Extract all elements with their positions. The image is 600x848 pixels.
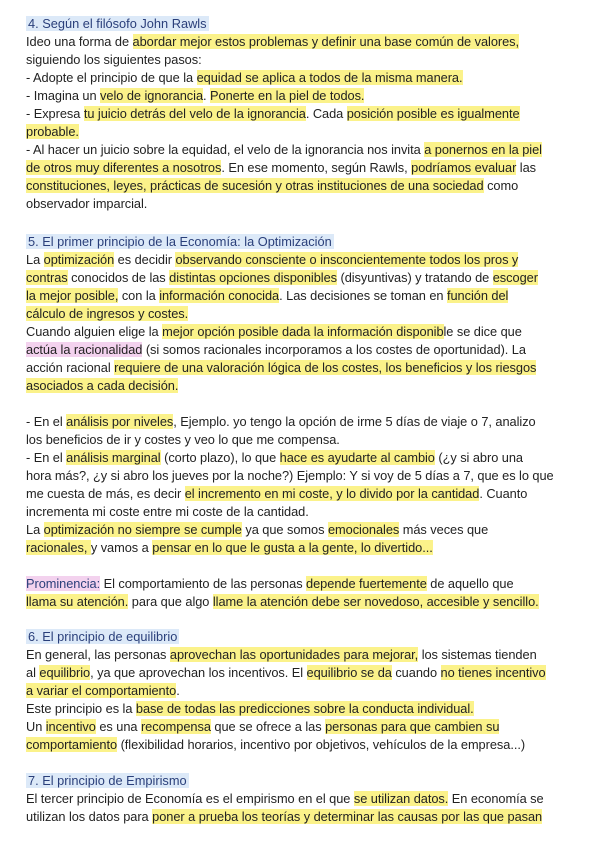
text-segment: , Ejemplo. yo tengo la opción de irme 5 días de viaje o 7, analizo: [173, 414, 536, 429]
highlighted-text: poner a prueba los teorías y determinar las causas por las que pasan: [152, 809, 543, 824]
text-segment: El comportamiento de las personas: [100, 576, 307, 591]
text-line: [26, 359, 580, 377]
highlighted-text: mejor opción posible dada la información disponib: [162, 324, 444, 339]
section-heading: [26, 628, 580, 646]
text-segment: incrementa mi coste entre mi coste de la cantidad.: [26, 504, 309, 519]
text-line: [26, 69, 580, 87]
highlighted-text: Ponerte en la piel de todos.: [210, 88, 365, 103]
text-segment: siguiendo los siguientes pasos:: [26, 52, 202, 67]
highlighted-text: comportamiento: [26, 737, 118, 752]
highlighted-text: se utilizan datos.: [353, 791, 449, 806]
highlighted-text: base de todas las predicciones sobre la conducta individual.: [135, 701, 474, 716]
section-optimizacion: [26, 233, 580, 611]
text-segment: En economía se: [448, 791, 544, 806]
text-line: [26, 177, 580, 195]
text-line: [26, 269, 580, 287]
text-segment: me cuesta de más, es decir: [26, 486, 185, 501]
highlighted-text: análisis por niveles: [66, 414, 174, 429]
highlighted-text: distintas opciones disponibles: [169, 270, 337, 285]
text-line: [26, 87, 580, 105]
highlighted-text: optimización no siempre se cumple: [43, 522, 242, 537]
text-segment: (corto plazo), lo que: [160, 450, 280, 465]
text-segment: . Cuanto: [479, 486, 528, 501]
text-segment: . Las decisiones se toman en: [279, 288, 447, 303]
highlighted-text: de otros muy diferentes a nosotros: [26, 160, 222, 175]
text-segment: Ideo una forma de: [26, 34, 133, 49]
text-segment: - En el: [26, 414, 67, 429]
highlighted-text: Prominencia:: [26, 576, 101, 591]
highlighted-text: a variar el comportamiento: [26, 683, 177, 698]
highlighted-text: constituciones, leyes, prácticas de sucesión y otras instituciones de una sociedad: [26, 178, 484, 193]
text-line: [26, 736, 580, 754]
heading-text: 4. Según el filósofo John Rawls: [28, 16, 207, 31]
text-line: [26, 305, 580, 323]
text-line: [26, 287, 580, 305]
text-segment: hora más?, ¿y si abro los jueves por la noche?) Ejemplo: Y si voy de 5 días a 7, que es lo que: [26, 468, 554, 483]
section-rawls: [26, 15, 580, 213]
text-segment: utilizan los datos para: [26, 809, 153, 824]
text-segment: es una: [95, 719, 141, 734]
text-line: [26, 664, 580, 682]
text-segment: - Imagina un: [26, 88, 101, 103]
text-segment: acción racional: [26, 360, 115, 375]
highlighted-text: función del: [446, 288, 509, 303]
text-line: [26, 159, 580, 177]
section-equilibrio: [26, 628, 580, 754]
text-line: [26, 700, 580, 718]
text-line: [26, 413, 580, 431]
text-segment: como: [483, 178, 519, 193]
highlighted-text: tu juicio detrás del velo de la ignorancia: [83, 106, 306, 121]
text-segment: observador imparcial.: [26, 196, 148, 211]
text-line: [26, 251, 580, 269]
text-segment: (flexibilidad horarios, incentivo por objetivos, vehículos de la empresa...): [117, 737, 526, 752]
section-empirismo: [26, 772, 580, 826]
highlighted-text: podríamos evaluar: [411, 160, 517, 175]
text-segment: más veces que: [399, 522, 489, 537]
text-line: [26, 323, 580, 341]
highlighted-text: requiere de una valoración lógica de los costes, los beneficios y los riesgos: [114, 360, 537, 375]
text-line: [26, 646, 580, 664]
highlighted-text: equidad se aplica a todos de la misma manera.: [196, 70, 463, 85]
highlighted-text: cálculo de ingresos y costes.: [26, 306, 189, 321]
text-line: [26, 593, 580, 611]
heading-text: 5. El primer principio de la Economía: la Optimización: [28, 234, 332, 249]
highlighted-text: hace es ayudarte al cambio: [279, 450, 435, 465]
text-segment: . En ese momento, según Rawls,: [221, 160, 412, 175]
heading-text: 6. El principio de equilibrio: [28, 629, 178, 644]
text-segment: las: [516, 160, 536, 175]
text-line: [26, 485, 580, 503]
highlighted-text: llama su atención.: [26, 594, 129, 609]
text-segment: con la: [118, 288, 160, 303]
highlighted-text: pensar en lo que le gusta a la gente, lo divertido...: [152, 540, 433, 555]
text-line: [26, 195, 580, 213]
text-segment: - Expresa: [26, 106, 84, 121]
highlighted-text: incentivo: [45, 719, 96, 734]
highlighted-text: equilibrio se da: [306, 665, 392, 680]
highlighted-text: información conocida: [159, 288, 280, 303]
text-segment: . Cada: [305, 106, 347, 121]
text-segment: Cuando alguien elige la: [26, 324, 163, 339]
text-line: [26, 431, 580, 449]
text-segment: le se dice que: [443, 324, 522, 339]
text-line: [26, 808, 580, 826]
section-body: [26, 646, 580, 754]
text-segment: (disyuntivas) y tratando de: [336, 270, 493, 285]
highlighted-text: optimización: [43, 252, 115, 267]
text-segment: - En el: [26, 450, 67, 465]
text-segment: La: [26, 252, 44, 267]
highlighted-text: observando consciente o insconcientemente todos los pros y: [175, 252, 519, 267]
highlighted-text: llame la atención debe ser novedoso, accesible y sencillo.: [212, 594, 539, 609]
highlighted-text: racionales,: [26, 540, 91, 555]
highlighted-text: a ponernos en la piel: [424, 142, 542, 157]
text-line: [26, 395, 580, 413]
text-segment: ya que somos: [241, 522, 328, 537]
text-segment: La: [26, 522, 44, 537]
text-segment: es decidir: [114, 252, 176, 267]
text-line: [26, 682, 580, 700]
section-heading: [26, 15, 580, 33]
highlighted-text: probable.: [26, 124, 79, 139]
highlighted-text: asociados a cada decisión.: [26, 378, 179, 393]
text-line: [26, 105, 580, 123]
text-segment: .: [203, 88, 211, 103]
highlighted-text: la mejor posible,: [26, 288, 119, 303]
highlighted-text: equilibrio: [39, 665, 91, 680]
highlighted-text: contras: [26, 270, 68, 285]
heading-text: 7. El principio de Empirismo: [28, 773, 187, 788]
text-line: [26, 51, 580, 69]
text-segment: al: [26, 665, 40, 680]
text-line: [26, 790, 580, 808]
section-body: [26, 33, 580, 213]
highlighted-text: depende fuertemente: [306, 576, 427, 591]
section-heading: [26, 772, 580, 790]
text-line: [26, 718, 580, 736]
highlighted-text: actúa la racionalidad: [26, 342, 143, 357]
text-line: [26, 521, 580, 539]
text-segment: Un: [26, 719, 46, 734]
text-line: [26, 377, 580, 395]
text-line: [26, 341, 580, 359]
text-segment: cuando: [391, 665, 441, 680]
text-segment: conocidos de las: [67, 270, 170, 285]
section-heading: [26, 233, 580, 251]
text-segment: - Al hacer un juicio sobre la equidad, el velo de la ignorancia nos invita: [26, 142, 425, 157]
highlighted-text: abordar mejor estos problemas y definir una base común de valores,: [132, 34, 520, 49]
text-line: [26, 503, 580, 521]
highlighted-text: no tienes incentivo: [440, 665, 546, 680]
text-segment: En general, las personas: [26, 647, 170, 662]
highlighted-text: el incremento en mi coste, y lo divido por la cantidad: [184, 486, 480, 501]
highlighted-text: escoger: [492, 270, 538, 285]
section-body: [26, 251, 580, 611]
highlighted-text: aprovechan las oportunidades para mejorar,: [169, 647, 419, 662]
text-segment: para que algo: [128, 594, 213, 609]
text-segment: y vamos a: [90, 540, 153, 555]
text-line: [26, 33, 580, 51]
highlighted-text: velo de ignorancia: [100, 88, 204, 103]
text-line: [26, 467, 580, 485]
text-segment: .: [176, 683, 180, 698]
text-segment: de aquello que: [426, 576, 514, 591]
highlighted-text: emocionales: [327, 522, 400, 537]
highlighted-text: posición posible es igualmente: [346, 106, 520, 121]
text-line: [26, 557, 580, 575]
text-line: [26, 449, 580, 467]
text-line: [26, 123, 580, 141]
text-segment: (¿y si abro una: [434, 450, 523, 465]
highlighted-text: personas para que cambien su: [325, 719, 500, 734]
text-segment: (si somos racionales incorporamos a los costes de oportunidad). La: [142, 342, 526, 357]
text-segment: El tercer principio de Economía es el empirismo en el que: [26, 791, 354, 806]
section-body: [26, 790, 580, 826]
text-line: [26, 141, 580, 159]
text-line: [26, 575, 580, 593]
text-segment: los beneficios de ir y costes y veo lo que me compensa.: [26, 432, 340, 447]
text-line: [26, 539, 580, 557]
highlighted-text: análisis marginal: [66, 450, 161, 465]
text-segment: - Adopte el principio de que la: [26, 70, 197, 85]
text-segment: los sistemas tienden: [418, 647, 537, 662]
text-segment: que se ofrece a las: [210, 719, 326, 734]
text-segment: Este principio es la: [26, 701, 136, 716]
highlighted-text: recompensa: [140, 719, 211, 734]
text-segment: , ya que aprovechan los incentivos. El: [90, 665, 307, 680]
